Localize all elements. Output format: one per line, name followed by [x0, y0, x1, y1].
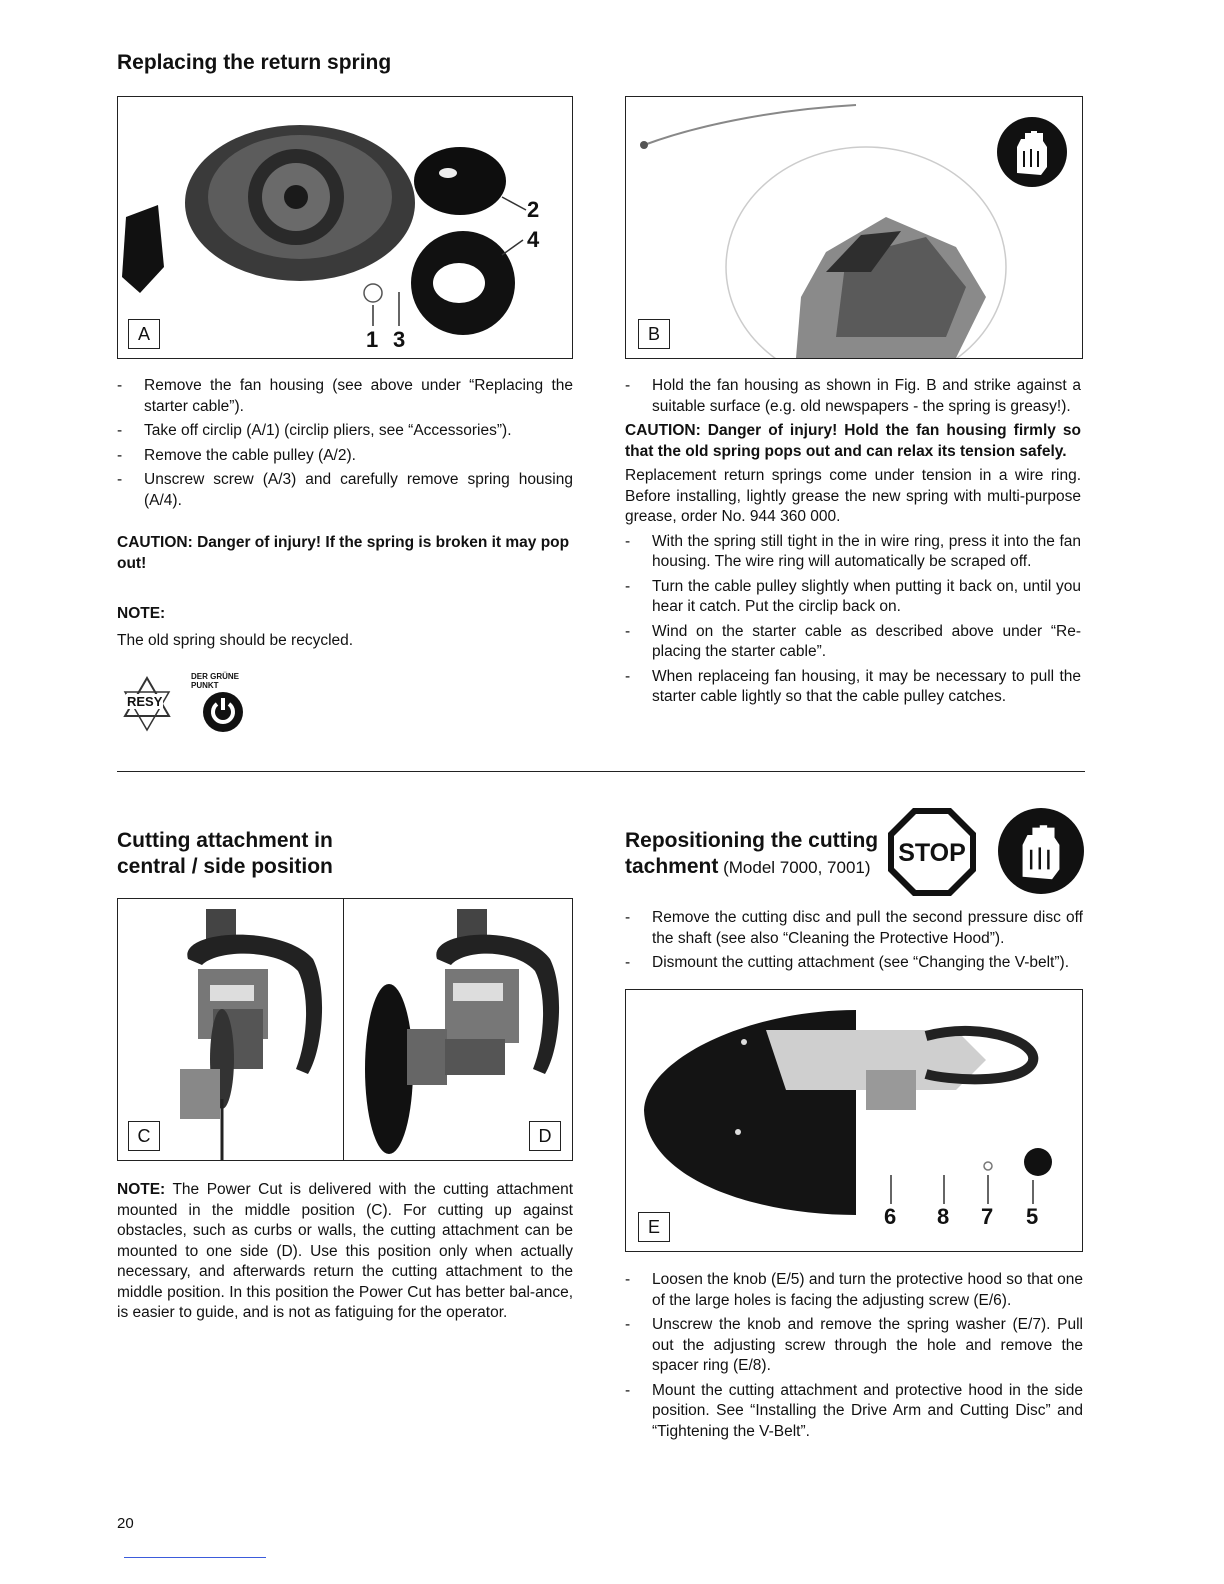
- return-spring-steps-list: [117, 376, 573, 511]
- figure-b-label: B: [638, 319, 670, 349]
- section-divider: [117, 771, 1085, 772]
- list-item: - Remove the cutting disc and pull the second pressure disc off the shaft (see also “Cleaning the Protective Hood”).: [625, 908, 1083, 949]
- protective-gloves-icon: [997, 117, 1067, 187]
- recycle-text: RESY: [127, 694, 163, 709]
- cutting-attachment-note: [117, 1180, 573, 1324]
- repositioning-bottom-steps: [625, 1270, 1083, 1446]
- figure-a-callout-3: 3: [393, 327, 406, 352]
- section-title-line1: Repositioning the cutting: [625, 829, 879, 852]
- repositioning-top-steps: [625, 908, 1083, 978]
- protective-gloves-icon: [998, 808, 1084, 894]
- reposition-steps-list: [625, 1270, 1083, 1442]
- section-title-line2: tachment: [625, 855, 719, 878]
- section-title-model: (Model 7000, 7001): [718, 858, 871, 877]
- list-item: - Mount the cutting attachment and protective hood in the side position. See “Installing the Drive Arm and Cutting Disc” and “Tightening the V-Belt”.: [625, 1381, 1083, 1443]
- figure-a-illustration: [118, 97, 572, 358]
- list-item: - Turn the cable pulley slightly when putting it back on, until you hear it catch. Put the circlip back on.: [625, 577, 1081, 618]
- list-item: - Loosen the knob (E/5) and turn the protective hood so that one of the large holes is facing the adjusting screw (E/6).: [625, 1270, 1083, 1311]
- figures-c-d: [117, 898, 573, 1161]
- note-text: The Power Cut is delivered with the cutting attachment mounted in the middle position (C). For cutting up against obstacles, such as curbs or walls, the cutting attachment can be mounted to one side (D). Use this position only when actually necessary, and afterwards return the cutting attachment to the middle position. In this position the Power Cut has better bal-ance, is easier to guide, and is not as fatiguing for the operator.: [117, 1181, 573, 1321]
- section-title-cutting-attachment: [117, 828, 333, 880]
- list-item: - Wind on the starter cable as described above under “Re-placing the starter cable”.: [625, 622, 1081, 663]
- list-item: - Remove the cable pulley (A/2).: [117, 446, 573, 467]
- return-spring-right-column: [625, 376, 1081, 712]
- section-title-repositioning: [625, 828, 878, 881]
- footer-line: [124, 1557, 266, 1558]
- replacement-spring-paragraph: Replacement return springs come under tension in a wire ring. Before installing, lightly grease the new spring with multi-purpose grease, order No. 944 360 000.: [625, 467, 1081, 525]
- caution-hold-firmly: CAUTION: Danger of injury! Hold the fan housing firmly so that the old spring pops out and can relax its tension safely.: [625, 422, 1081, 460]
- figure-e-illustration: [626, 990, 1082, 1251]
- figure-e-callout-8: 8: [937, 1204, 950, 1229]
- stop-sign-icon: [886, 806, 978, 898]
- figure-d-label: D: [529, 1121, 561, 1151]
- green-dot-text: DER GRÜNE PUNKT: [191, 672, 240, 690]
- figure-a: [117, 96, 573, 359]
- return-spring-left-column: [117, 376, 573, 651]
- dismount-steps-list: [625, 908, 1083, 974]
- figure-e-label: E: [638, 1212, 670, 1242]
- figure-divider: [343, 899, 344, 1160]
- figure-b: [625, 96, 1083, 359]
- list-item: - Take off circlip (A/1) (circlip pliers, see “Accessories”).: [117, 421, 573, 442]
- section-title-return-spring: Replacing the return spring: [117, 51, 392, 74]
- figure-a-callout-2: 2: [527, 197, 540, 222]
- figure-e-callout-7: 7: [981, 1204, 994, 1229]
- list-item: - Unscrew screw (A/3) and carefully remove spring housing (A/4).: [117, 470, 573, 511]
- list-item: - When replaceing fan housing, it may be necessary to pull the starter cable lightly so that the cable pulley catches.: [625, 667, 1081, 708]
- recycling-logos: [117, 672, 257, 736]
- section-title-line1: Cutting attachment in: [117, 829, 333, 852]
- figure-a-callout-1: 1: [366, 327, 379, 352]
- page-number: 20: [117, 1515, 134, 1532]
- note-recycle-text: The old spring should be recycled.: [117, 631, 354, 649]
- caution-spring-broken: CAUTION: Danger of injury! If the spring is broken it may pop out!: [117, 534, 570, 572]
- figure-e-callout-6: 6: [884, 1204, 897, 1229]
- stop-text: STOP: [898, 839, 966, 867]
- list-item: - Unscrew the knob and remove the spring washer (E/7). Pull out the adjusting screw through the hole and remove the spacer ring (E/8).: [625, 1315, 1083, 1377]
- note-heading: NOTE:: [117, 605, 166, 622]
- figure-a-callout-4: 4: [527, 227, 540, 252]
- figure-e: [625, 989, 1083, 1252]
- list-item: - Dismount the cutting attachment (see “Changing the V-belt”).: [625, 953, 1083, 974]
- strike-step-list: [625, 376, 1081, 417]
- figure-a-label: A: [128, 319, 160, 349]
- figure-c-label: C: [128, 1121, 160, 1151]
- list-item: - Remove the fan housing (see above under “Replacing the starter cable”).: [117, 376, 573, 417]
- figure-e-callout-5: 5: [1026, 1204, 1039, 1229]
- note-heading: NOTE:: [117, 1181, 166, 1198]
- section-title-line2: central / side position: [117, 855, 333, 878]
- list-item: - With the spring still tight in the in wire ring, press it into the fan housing. The wire ring will automatically be scraped off.: [625, 532, 1081, 573]
- install-steps-list: [625, 532, 1081, 708]
- list-item: - Hold the fan housing as shown in Fig. B and strike against a suitable surface (e.g. old newspapers - the spring is greasy!).: [625, 376, 1081, 417]
